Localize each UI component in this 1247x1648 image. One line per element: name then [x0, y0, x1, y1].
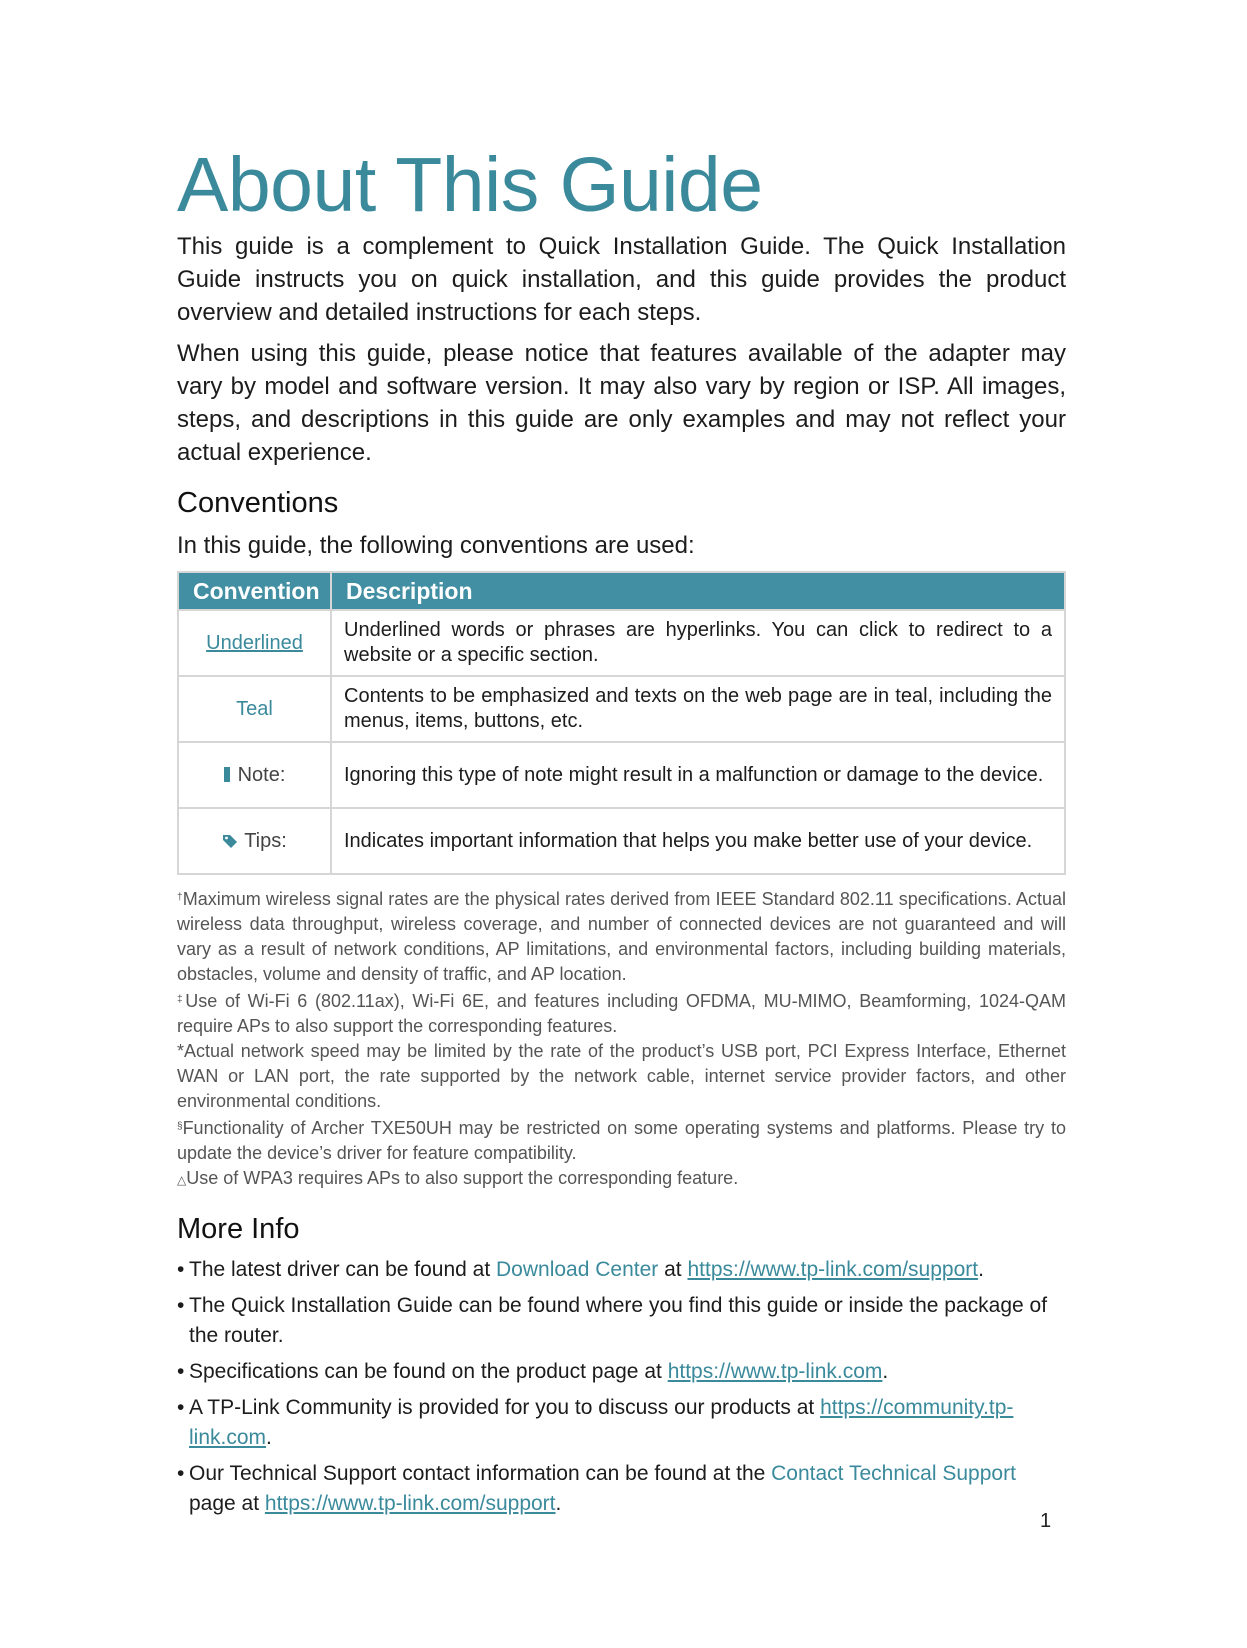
table-header-row [178, 572, 1065, 610]
list-item: • A TP-Link Community is provided for you to discuss our products at https://community.tp-link.com. [177, 1393, 1066, 1453]
conventions-intro: In this guide, the following conventions are used: [177, 532, 695, 559]
list-item: • The Quick Installation Guide can be found where you find this guide or inside the package of the router. [177, 1291, 1066, 1351]
convention-cell [178, 676, 331, 742]
page-title: About This Guide [177, 142, 763, 228]
description-cell: Ignoring this type of note might result in a malfunction or damage to the device. [331, 742, 1065, 808]
conventions-heading: Conventions [177, 487, 339, 519]
footnote: §Functionality of Archer TXE50UH may be restricted on some operating systems and platforms. Please try to update the device’s driver for feature compatibility. [177, 1118, 1066, 1163]
more-info-list [177, 1255, 1066, 1519]
table-row [178, 676, 1065, 742]
support-url-link[interactable]: https://www.tp-link.com/support [264, 1492, 556, 1515]
footnotes [177, 885, 1066, 1193]
community-link[interactable]: https://community.tp-link.com [189, 1396, 1014, 1449]
footnote: △Use of WPA3 requires APs to also support the corresponding feature. [177, 1168, 739, 1188]
description-cell: Contents to be emphasized and texts on the web page are in teal, including the menus, items, buttons, etc. [331, 676, 1065, 742]
header-description: Description [331, 572, 1065, 610]
note-icon [224, 767, 230, 782]
page-number: 1 [1040, 1510, 1052, 1532]
download-center-link[interactable]: Download Center [496, 1258, 659, 1281]
list-item: • The latest driver can be found at Download Center at https://www.tp-link.com/support. [177, 1255, 1066, 1285]
footnote: †Maximum wireless signal rates are the physical rates derived from IEEE Standard 802.11 specifications. Actual wireless data throughput, wireless coverage, and number of connected devices are not guaranteed and will vary as a result of network conditions, AP limitations, and environmental factors, including building materials, obstacles, volume and density of traffic, and AP location. [177, 889, 1067, 984]
underlined-example-link[interactable]: Underlined [206, 631, 303, 654]
contact-support-link[interactable]: Contact Technical Support [771, 1462, 1016, 1485]
convention-cell [178, 808, 331, 874]
intro-paragraph-2: When using this guide, please notice that features available of the adapter may vary by model and software version. It may also vary by region or ISP. All images, steps, and descriptions in this guide are only examples and may not reflect your actual experience. [177, 340, 1066, 466]
list-item: • Our Technical Support contact information can be found at the Contact Technical Support page at https://www.tp-link.com/support. [177, 1459, 1066, 1519]
conventions-table [177, 571, 1066, 875]
list-item: • Specifications can be found on the product page at https://www.tp-link.com. [177, 1357, 1066, 1387]
description-cell: Underlined words or phrases are hyperlinks. You can click to redirect to a website or a specific section. [331, 610, 1065, 676]
tag-icon [222, 833, 238, 849]
footnote: ‡Use of Wi-Fi 6 (802.11ax), Wi-Fi 6E, and features including OFDMA, MU-MIMO, Beamforming, 1024-QAM require APs to also support the corresponding features. [177, 991, 1066, 1036]
convention-cell [178, 742, 331, 808]
tips-label: Tips: [244, 829, 287, 852]
footnote: *Actual network speed may be limited by the rate of the product’s USB port, PCI Express Interface, Ethernet WAN or LAN port, the rate supported by the network cable, internet service provider factors, and other environmental conditions. [177, 1041, 1066, 1111]
description-cell: Indicates important information that helps you make better use of your device. [331, 808, 1065, 874]
product-page-link[interactable]: https://www.tp-link.com [667, 1360, 883, 1383]
header-convention: Convention [178, 572, 331, 610]
table-row [178, 610, 1065, 676]
note-label: Note: [237, 763, 286, 786]
page-content [177, 140, 1066, 1525]
teal-example: Teal [236, 697, 273, 720]
support-url-link[interactable]: https://www.tp-link.com/support [687, 1258, 979, 1281]
more-info-heading: More Info [177, 1213, 300, 1245]
table-row [178, 742, 1065, 808]
intro-paragraph-1: This guide is a complement to Quick Installation Guide. The Quick Installation Guide instructs you on quick installation, and this guide provides the product overview and detailed instructions for each steps. [177, 233, 1066, 326]
table-row [178, 808, 1065, 874]
convention-cell [178, 610, 331, 676]
